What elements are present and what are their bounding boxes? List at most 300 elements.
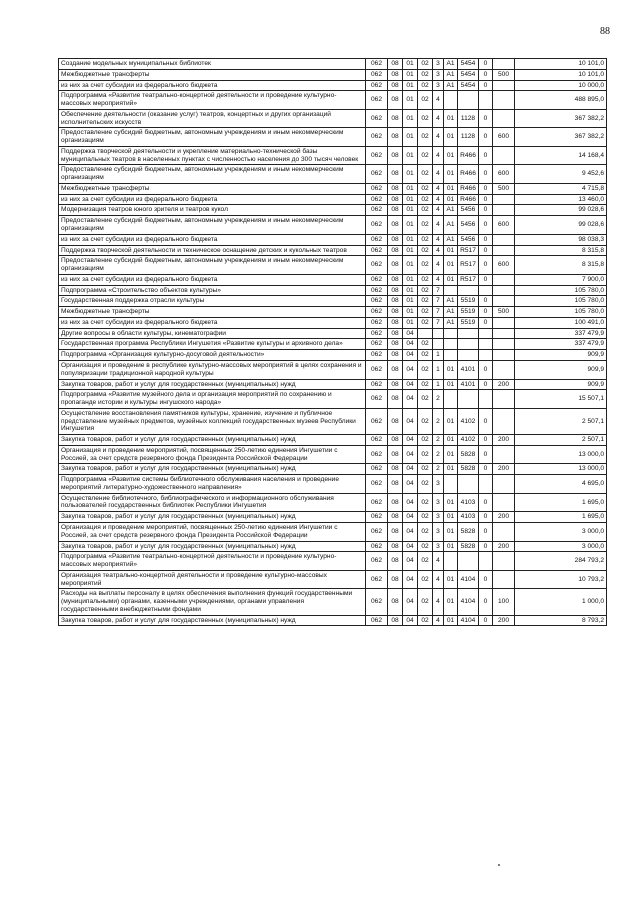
expense-type-code xyxy=(493,80,515,91)
subprogram-code: 3 xyxy=(433,69,444,80)
subsection-code: 04 xyxy=(403,552,418,571)
amount: 98 038,3 xyxy=(515,234,607,245)
program-code: 02 xyxy=(418,234,433,245)
reserve-code: 0 xyxy=(479,128,493,147)
amount: 105 780,0 xyxy=(515,285,607,296)
direction-code: 5454 xyxy=(458,80,479,91)
subsection-code: 01 xyxy=(403,146,418,165)
subprogram-code: 4 xyxy=(433,165,444,184)
section-code: 08 xyxy=(388,109,403,128)
ministry-code: 062 xyxy=(366,216,388,235)
reserve-code xyxy=(479,285,493,296)
table-row xyxy=(59,165,607,184)
direction-code: R517 xyxy=(458,274,479,285)
ministry-code: 062 xyxy=(366,570,388,589)
ministry-code: 062 xyxy=(366,464,388,475)
subprogram-code: 3 xyxy=(433,493,444,512)
event-code xyxy=(444,328,458,339)
subprogram-code: 4 xyxy=(433,109,444,128)
subprogram-code: 2 xyxy=(433,445,444,464)
expense-type-code xyxy=(493,59,515,70)
subsection-code: 04 xyxy=(403,379,418,390)
reserve-code: 0 xyxy=(479,570,493,589)
table-row xyxy=(59,360,607,379)
program-code: 02 xyxy=(418,493,433,512)
direction-code xyxy=(458,91,479,110)
reserve-code: 0 xyxy=(479,589,493,615)
expense-item-name: Закупка товаров, работ и услуг для государственных (муниципальных) нужд xyxy=(59,379,366,390)
direction-code: 5519 xyxy=(458,307,479,318)
subsection-code: 04 xyxy=(403,512,418,523)
direction-code xyxy=(458,475,479,494)
direction-code: 5828 xyxy=(458,445,479,464)
amount: 3 000,0 xyxy=(515,522,607,541)
expense-item-name: Закупка товаров, работ и услуг для государственных (муниципальных) нужд xyxy=(59,435,366,446)
subprogram-code: 7 xyxy=(433,296,444,307)
subprogram-code xyxy=(433,328,444,339)
expense-type-code xyxy=(493,285,515,296)
program-code xyxy=(418,328,433,339)
subprogram-code: 3 xyxy=(433,80,444,91)
reserve-code xyxy=(479,339,493,350)
reserve-code: 0 xyxy=(479,615,493,626)
amount: 284 793,2 xyxy=(515,552,607,571)
expense-type-code: 100 xyxy=(493,589,515,615)
section-code: 08 xyxy=(388,328,403,339)
amount: 367 382,2 xyxy=(515,109,607,128)
event-code: 01 xyxy=(444,274,458,285)
expense-item-name: Создание модельных муниципальных библиотек xyxy=(59,59,366,70)
program-code: 02 xyxy=(418,59,433,70)
direction-code: R466 xyxy=(458,194,479,205)
subprogram-code: 3 xyxy=(433,512,444,523)
event-code: 01 xyxy=(444,445,458,464)
table-row xyxy=(59,307,607,318)
reserve-code: 0 xyxy=(479,194,493,205)
amount: 1 000,0 xyxy=(515,589,607,615)
ministry-code: 062 xyxy=(366,390,388,409)
amount: 1 695,0 xyxy=(515,512,607,523)
program-code: 02 xyxy=(418,512,433,523)
page-number: 88 xyxy=(600,26,610,37)
program-code: 02 xyxy=(418,205,433,216)
ministry-code: 062 xyxy=(366,183,388,194)
event-code: A1 xyxy=(444,317,458,328)
expense-item-name: Подпрограмма «Развитие театрально-концертной деятельности и проведение культурно-массовых мероприятий» xyxy=(59,91,366,110)
event-code xyxy=(444,552,458,571)
expense-type-code xyxy=(493,317,515,328)
table-row xyxy=(59,59,607,70)
reserve-code: 0 xyxy=(479,296,493,307)
section-code: 08 xyxy=(388,274,403,285)
table-row xyxy=(59,256,607,275)
ministry-code: 062 xyxy=(366,408,388,434)
subsection-code: 01 xyxy=(403,109,418,128)
subsection-code: 01 xyxy=(403,165,418,184)
expense-type-code: 200 xyxy=(493,435,515,446)
ministry-code: 062 xyxy=(366,205,388,216)
subsection-code: 01 xyxy=(403,59,418,70)
expense-type-code: 500 xyxy=(493,69,515,80)
section-code: 08 xyxy=(388,194,403,205)
section-code: 08 xyxy=(388,205,403,216)
subprogram-code: 4 xyxy=(433,128,444,147)
expense-item-name: Межбюджетные трансферты xyxy=(59,183,366,194)
table-row xyxy=(59,91,607,110)
event-code: 01 xyxy=(444,615,458,626)
reserve-code: 0 xyxy=(479,69,493,80)
event-code: 01 xyxy=(444,194,458,205)
event-code xyxy=(444,285,458,296)
amount: 13 460,0 xyxy=(515,194,607,205)
expense-type-code xyxy=(493,146,515,165)
event-code: A1 xyxy=(444,296,458,307)
subsection-code: 01 xyxy=(403,216,418,235)
section-code: 08 xyxy=(388,615,403,626)
direction-code: R517 xyxy=(458,245,479,256)
ministry-code: 062 xyxy=(366,339,388,350)
subprogram-code: 1 xyxy=(433,360,444,379)
reserve-code: 0 xyxy=(479,234,493,245)
ministry-code: 062 xyxy=(366,234,388,245)
amount: 2 507,1 xyxy=(515,435,607,446)
event-code: 01 xyxy=(444,245,458,256)
ministry-code: 062 xyxy=(366,128,388,147)
program-code: 02 xyxy=(418,296,433,307)
subsection-code: 04 xyxy=(403,360,418,379)
expense-item-name: Подпрограмма «Развитие театрально-концертной деятельности и проведение культурно-массовых мероприятий» xyxy=(59,552,366,571)
expense-item-name: Государственная поддержка отрасли культуры xyxy=(59,296,366,307)
program-code: 02 xyxy=(418,183,433,194)
subsection-code: 01 xyxy=(403,80,418,91)
subprogram-code: 4 xyxy=(433,589,444,615)
amount: 367 382,2 xyxy=(515,128,607,147)
direction-code: 5456 xyxy=(458,216,479,235)
direction-code: 5456 xyxy=(458,205,479,216)
expense-item-name: Расходы на выплаты персоналу в целях обеспечения выполнения функций государственными (муниципальными) органами, казенными учреждениями, органами управления государственными внебюджетными фондами xyxy=(59,589,366,615)
expense-type-code xyxy=(493,522,515,541)
reserve-code: 0 xyxy=(479,183,493,194)
subsection-code: 01 xyxy=(403,69,418,80)
event-code xyxy=(444,350,458,361)
table-row xyxy=(59,541,607,552)
expense-type-code xyxy=(493,570,515,589)
ministry-code: 062 xyxy=(366,146,388,165)
event-code xyxy=(444,475,458,494)
subsection-code: 01 xyxy=(403,307,418,318)
table-row xyxy=(59,408,607,434)
program-code: 02 xyxy=(418,390,433,409)
expense-item-name: Закупка товаров, работ и услуг для государственных (муниципальных) нужд xyxy=(59,541,366,552)
expense-item-name: из них за счет субсидии из федерального бюджета xyxy=(59,234,366,245)
section-code: 08 xyxy=(388,80,403,91)
expense-item-name: Поддержка творческой деятельности и техническое оснащение детских и кукольных театров xyxy=(59,245,366,256)
amount: 8 793,2 xyxy=(515,615,607,626)
expense-item-name: из них за счет субсидии из федерального бюджета xyxy=(59,80,366,91)
program-code: 02 xyxy=(418,350,433,361)
subprogram-code: 2 xyxy=(433,390,444,409)
subprogram-code: 4 xyxy=(433,146,444,165)
expense-type-code xyxy=(493,194,515,205)
amount: 105 780,0 xyxy=(515,307,607,318)
subsection-code: 04 xyxy=(403,475,418,494)
amount: 10 000,0 xyxy=(515,80,607,91)
section-code: 08 xyxy=(388,493,403,512)
reserve-code: 0 xyxy=(479,80,493,91)
expense-type-code xyxy=(493,91,515,110)
direction-code: 5454 xyxy=(458,59,479,70)
ministry-code: 062 xyxy=(366,379,388,390)
expense-type-code: 200 xyxy=(493,615,515,626)
event-code: 01 xyxy=(444,360,458,379)
reserve-code: 0 xyxy=(479,408,493,434)
program-code: 02 xyxy=(418,522,433,541)
subsection-code: 01 xyxy=(403,317,418,328)
section-code: 08 xyxy=(388,350,403,361)
reserve-code xyxy=(479,328,493,339)
reserve-code xyxy=(479,390,493,409)
direction-code xyxy=(458,285,479,296)
direction-code: 5456 xyxy=(458,234,479,245)
direction-code xyxy=(458,390,479,409)
program-code: 02 xyxy=(418,464,433,475)
expense-item-name: Организация и проведение мероприятий, посвященных 250-летию единения Ингушетии с Россией, за счет средств резервного фонда Президента Российской Федерации xyxy=(59,445,366,464)
event-code: 01 xyxy=(444,522,458,541)
ministry-code: 062 xyxy=(366,493,388,512)
direction-code: 1128 xyxy=(458,109,479,128)
reserve-code: 0 xyxy=(479,307,493,318)
event-code: 01 xyxy=(444,183,458,194)
reserve-code xyxy=(479,350,493,361)
program-code: 02 xyxy=(418,146,433,165)
amount: 337 479,9 xyxy=(515,328,607,339)
table-row xyxy=(59,570,607,589)
expense-item-name: Обеспечение деятельности (оказание услуг) театров, концертных и других организаций исполнительских искусств xyxy=(59,109,366,128)
expense-item-name: Закупка товаров, работ и услуг для государственных (муниципальных) нужд xyxy=(59,464,366,475)
ministry-code: 062 xyxy=(366,109,388,128)
expense-item-name: Подпрограмма «Развитие музейного дела и организация мероприятий по сохранению и пропаганде истории и культуры ингушского народа» xyxy=(59,390,366,409)
expense-item-name: из них за счет субсидии из федерального бюджета xyxy=(59,274,366,285)
program-code: 02 xyxy=(418,69,433,80)
section-code: 08 xyxy=(388,285,403,296)
reserve-code: 0 xyxy=(479,541,493,552)
section-code: 08 xyxy=(388,91,403,110)
table-row xyxy=(59,285,607,296)
amount: 8 315,8 xyxy=(515,245,607,256)
reserve-code: 0 xyxy=(479,256,493,275)
table-row xyxy=(59,512,607,523)
amount: 14 168,4 xyxy=(515,146,607,165)
section-code: 08 xyxy=(388,552,403,571)
table-row xyxy=(59,317,607,328)
table-row xyxy=(59,69,607,80)
program-code: 02 xyxy=(418,165,433,184)
ministry-code: 062 xyxy=(366,328,388,339)
subsection-code: 04 xyxy=(403,339,418,350)
event-code: 01 xyxy=(444,541,458,552)
section-code: 08 xyxy=(388,360,403,379)
direction-code: 1128 xyxy=(458,128,479,147)
event-code xyxy=(444,339,458,350)
event-code: 01 xyxy=(444,146,458,165)
expense-type-code xyxy=(493,493,515,512)
event-code: 01 xyxy=(444,570,458,589)
program-code: 02 xyxy=(418,317,433,328)
expense-type-code: 200 xyxy=(493,541,515,552)
expense-type-code: 200 xyxy=(493,512,515,523)
event-code: 01 xyxy=(444,435,458,446)
reserve-code: 0 xyxy=(479,317,493,328)
subprogram-code: 7 xyxy=(433,307,444,318)
expense-item-name: Подпрограмма «Организация культурно-досуговой деятельности» xyxy=(59,350,366,361)
amount: 337 479,9 xyxy=(515,339,607,350)
section-code: 08 xyxy=(388,317,403,328)
program-code: 02 xyxy=(418,408,433,434)
budget-table xyxy=(58,58,607,626)
event-code: A1 xyxy=(444,69,458,80)
table-row xyxy=(59,390,607,409)
ministry-code: 062 xyxy=(366,91,388,110)
program-code: 02 xyxy=(418,615,433,626)
amount: 1 695,0 xyxy=(515,493,607,512)
expense-type-code xyxy=(493,234,515,245)
subprogram-code: 1 xyxy=(433,379,444,390)
program-code: 02 xyxy=(418,109,433,128)
expense-type-code: 200 xyxy=(493,464,515,475)
event-code: 01 xyxy=(444,379,458,390)
subprogram-code: 7 xyxy=(433,317,444,328)
program-code: 02 xyxy=(418,435,433,446)
subsection-code: 01 xyxy=(403,128,418,147)
table-row xyxy=(59,194,607,205)
expense-item-name: Государственная программа Республики Ингушетия «Развитие культуры и архивного дела» xyxy=(59,339,366,350)
table-row xyxy=(59,445,607,464)
direction-code: 4104 xyxy=(458,589,479,615)
event-code: 01 xyxy=(444,493,458,512)
direction-code: 5519 xyxy=(458,296,479,307)
program-code: 02 xyxy=(418,475,433,494)
expense-type-code xyxy=(493,245,515,256)
program-code: 02 xyxy=(418,307,433,318)
expense-type-code: 600 xyxy=(493,128,515,147)
reserve-code: 0 xyxy=(479,445,493,464)
expense-item-name: Межбюджетные трансферты xyxy=(59,69,366,80)
amount: 9 452,6 xyxy=(515,165,607,184)
table-row xyxy=(59,183,607,194)
program-code: 02 xyxy=(418,379,433,390)
reserve-code: 0 xyxy=(479,512,493,523)
event-code: 01 xyxy=(444,128,458,147)
direction-code xyxy=(458,339,479,350)
expense-item-name: Модернизация театров юного зрителя и театров кукол xyxy=(59,205,366,216)
reserve-code xyxy=(479,552,493,571)
subsection-code: 01 xyxy=(403,256,418,275)
direction-code: 4103 xyxy=(458,512,479,523)
subprogram-code: 3 xyxy=(433,59,444,70)
expense-item-name: Предоставление субсидий бюджетным, автономным учреждениям и иным некоммерческим организациям xyxy=(59,216,366,235)
table-row xyxy=(59,80,607,91)
subsection-code: 01 xyxy=(403,245,418,256)
section-code: 08 xyxy=(388,234,403,245)
expense-item-name: Организация театрально-концертной деятельности и проведение культурно-массовых мероприятий xyxy=(59,570,366,589)
program-code: 02 xyxy=(418,216,433,235)
expense-item-name: Организация и проведение в республике культурно-массовых мероприятий в целях сохранения и популяризации традиционной народной культуры xyxy=(59,360,366,379)
expense-item-name: Подпрограмма «Строительство объектов культуры» xyxy=(59,285,366,296)
section-code: 08 xyxy=(388,245,403,256)
amount: 100 491,0 xyxy=(515,317,607,328)
ministry-code: 062 xyxy=(366,307,388,318)
subsection-code: 04 xyxy=(403,328,418,339)
amount: 909,9 xyxy=(515,350,607,361)
table-row xyxy=(59,109,607,128)
direction-code: 5828 xyxy=(458,522,479,541)
table-row xyxy=(59,128,607,147)
reserve-code xyxy=(479,91,493,110)
direction-code: 4102 xyxy=(458,435,479,446)
event-code: A1 xyxy=(444,216,458,235)
amount: 13 000,0 xyxy=(515,445,607,464)
expense-type-code xyxy=(493,296,515,307)
reserve-code: 0 xyxy=(479,205,493,216)
section-code: 08 xyxy=(388,390,403,409)
amount: 3 000,0 xyxy=(515,541,607,552)
amount: 909,9 xyxy=(515,360,607,379)
reserve-code: 0 xyxy=(479,146,493,165)
event-code xyxy=(444,91,458,110)
subsection-code: 01 xyxy=(403,285,418,296)
expense-type-code: 500 xyxy=(493,183,515,194)
subprogram-code: 4 xyxy=(433,256,444,275)
expense-type-code xyxy=(493,360,515,379)
subsection-code: 01 xyxy=(403,194,418,205)
section-code: 08 xyxy=(388,435,403,446)
table-row xyxy=(59,234,607,245)
table-row xyxy=(59,475,607,494)
program-code: 02 xyxy=(418,285,433,296)
event-code: A1 xyxy=(444,307,458,318)
subsection-code: 01 xyxy=(403,234,418,245)
section-code: 08 xyxy=(388,522,403,541)
subprogram-code: 4 xyxy=(433,245,444,256)
section-code: 08 xyxy=(388,464,403,475)
section-code: 08 xyxy=(388,296,403,307)
program-code: 02 xyxy=(418,360,433,379)
subsection-code: 01 xyxy=(403,274,418,285)
subprogram-code: 3 xyxy=(433,541,444,552)
expense-item-name: Осуществление восстановления памятников культуры, хранение, изучение и публичное представление музейных предметов, музейных коллекций государственных музеев Республики Ингушетия xyxy=(59,408,366,434)
subsection-code: 04 xyxy=(403,464,418,475)
program-code: 02 xyxy=(418,339,433,350)
program-code: 02 xyxy=(418,552,433,571)
expense-item-name: Предоставление субсидий бюджетным, автономным учреждениям и иным некоммерческим организациям xyxy=(59,128,366,147)
expense-type-code xyxy=(493,475,515,494)
subprogram-code: 4 xyxy=(433,194,444,205)
subsection-code: 04 xyxy=(403,445,418,464)
table-row xyxy=(59,464,607,475)
table-row xyxy=(59,339,607,350)
subsection-code: 04 xyxy=(403,615,418,626)
subprogram-code: 3 xyxy=(433,475,444,494)
expense-item-name: Подпрограмма «Развитие системы библиотечного обслуживания населения и проведение мероприятий литературно-художественного направления» xyxy=(59,475,366,494)
subprogram-code: 4 xyxy=(433,216,444,235)
subprogram-code: 4 xyxy=(433,91,444,110)
subprogram-code: 4 xyxy=(433,274,444,285)
section-code: 08 xyxy=(388,165,403,184)
subsection-code: 04 xyxy=(403,390,418,409)
expense-item-name: Закупка товаров, работ и услуг для государственных (муниципальных) нужд xyxy=(59,615,366,626)
expense-item-name: Поддержка творческой деятельности и укрепление материально-технической базы муниципальных театров в населенных пунктах с численностью населения до 300 тысяч человек xyxy=(59,146,366,165)
direction-code: R517 xyxy=(458,256,479,275)
